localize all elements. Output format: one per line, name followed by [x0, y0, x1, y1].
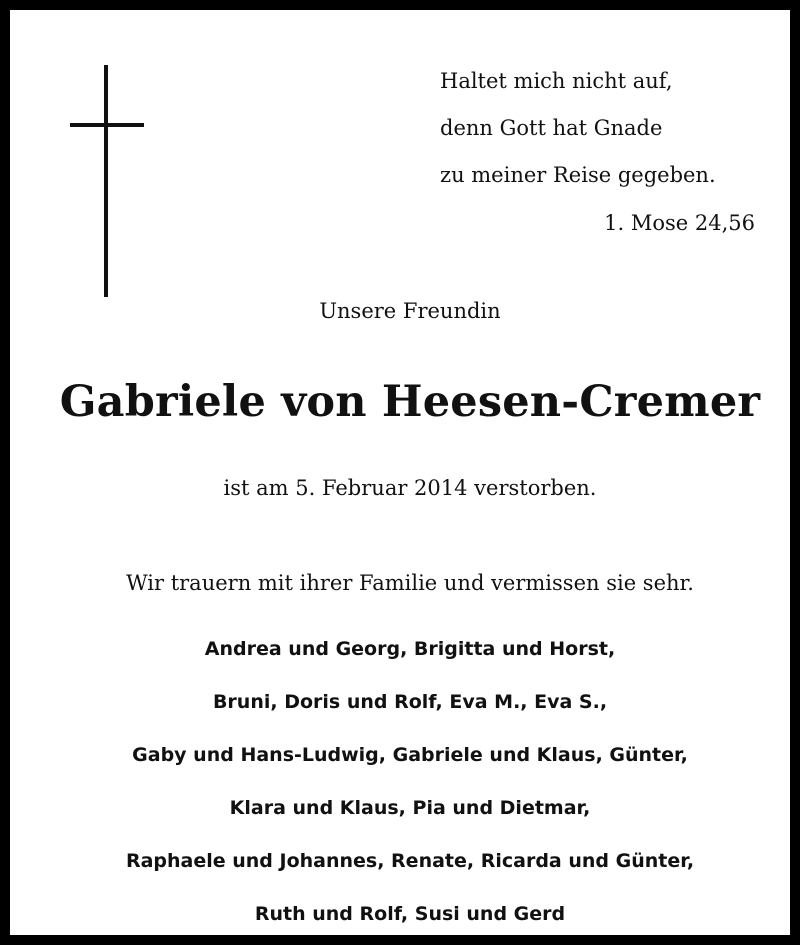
signer-line: Klara und Klaus, Pia und Dietmar, [229, 797, 591, 819]
signer-line: Andrea und Georg, Brigitta und Horst, [204, 638, 616, 660]
verse-line: Haltet mich nicht auf, [440, 69, 673, 93]
cross-icon [70, 65, 144, 297]
signers-list [10, 623, 800, 941]
cross-vertical-bar [104, 65, 108, 297]
verse-line: zu meiner Reise gegeben. [440, 163, 716, 187]
signer-line: Ruth und Rolf, Susi und Gerd [254, 903, 566, 925]
signer-line: Bruni, Doris und Rolf, Eva M., Eva S., [212, 691, 608, 713]
intro-text: Unsere Freundin [319, 299, 501, 323]
bible-verse [440, 58, 760, 235]
death-statement: ist am 5. Februar 2014 verstorben. [223, 476, 597, 500]
mourning-statement: Wir trauern mit ihrer Familie und vermissen sie sehr. [126, 571, 694, 595]
signer-line: Gaby und Hans-Ludwig, Gabriele und Klaus, Günter, [132, 744, 688, 766]
deceased-name: Gabriele von Heesen-Cremer [59, 377, 761, 427]
verse-reference: 1. Mose 24,56 [604, 211, 755, 235]
signer-line: Raphaele und Johannes, Renate, Ricarda und Günter, [125, 850, 695, 872]
verse-line: denn Gott hat Gnade [440, 116, 663, 140]
cross-horizontal-bar [70, 123, 144, 127]
